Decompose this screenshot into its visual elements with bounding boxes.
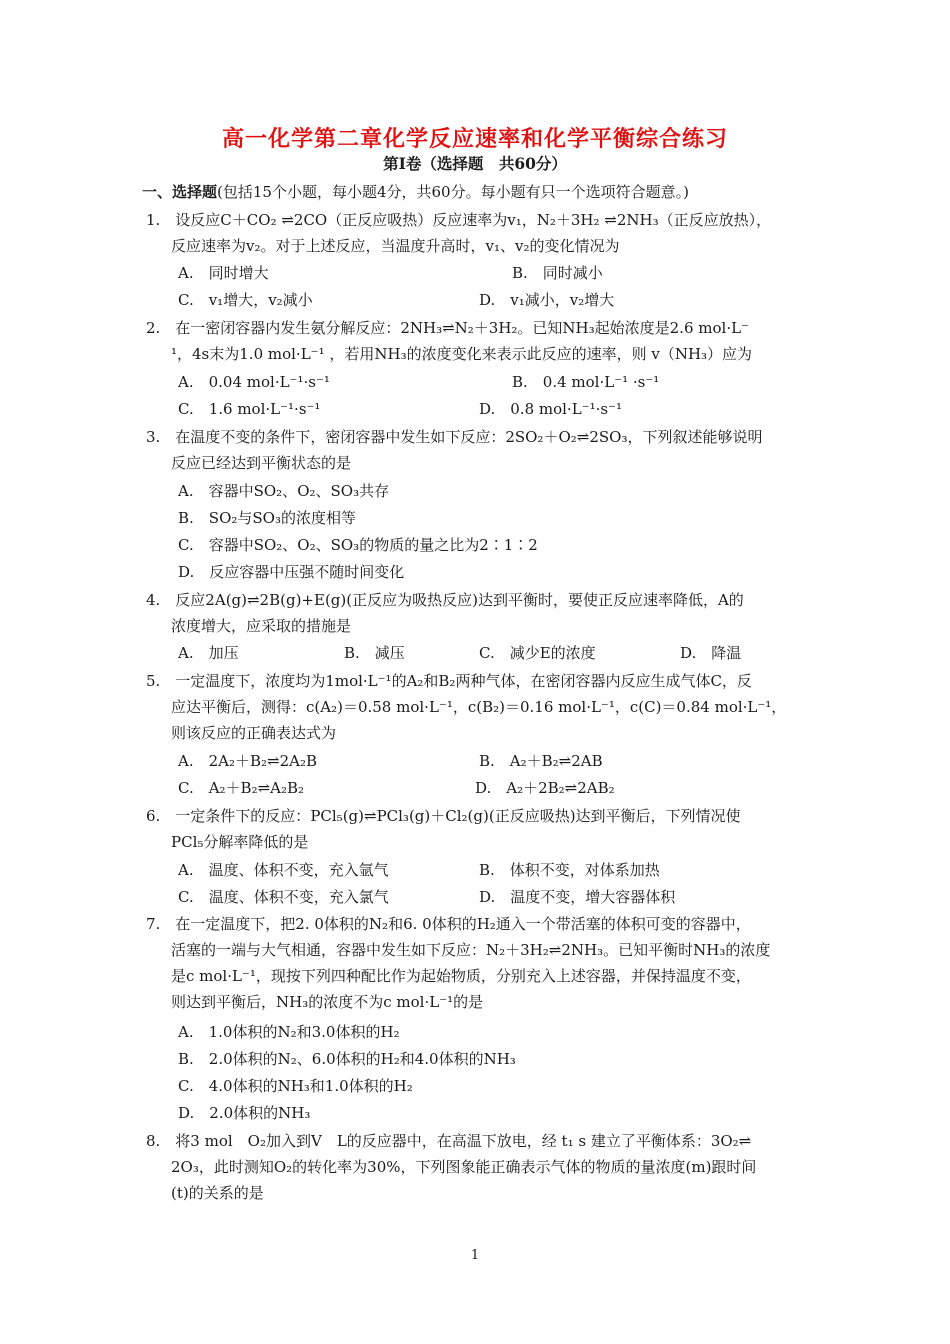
document-subtitle: 第Ⅰ卷（选择题 共60分） [383,154,567,173]
question-1-option-a: A. 同时增大 [178,264,269,282]
question-7-line-4: 则达到平衡后，NH₃的浓度不为c mol·L⁻¹的是 [171,993,484,1011]
question-4-line-2: 浓度增大，应采取的措施是 [171,617,352,635]
question-1-option-b: B. 同时减小 [512,264,603,282]
question-5-line-2: 应达平衡后，测得：c(A₂)＝0.58 mol·L⁻¹，c(B₂)＝0.16 mol·L⁻¹，c(C)＝0.84 mol·L⁻¹， [171,698,787,716]
question-1-line-1: 1. 设反应C＋CO₂ ⇌2CO（正反应吸热）反应速率为v₁，N₂＋3H₂ ⇌2NH₃（正反应放热）， [146,211,772,229]
question-4-option-c: C. 减少E的浓度 [479,644,596,662]
question-3-option-d: D. 反应容器中压强不随时间变化 [178,563,405,581]
question-7-option-b: B. 2.0体积的N₂、6.0体积的H₂和4.0体积的NH₃ [178,1050,516,1068]
question-3-option-b: B. SO₂与SO₃的浓度相等 [178,509,356,527]
question-2-line-1: 2. 在一密闭容器内发生氨分解反应：2NH₃⇌N₂＋3H₂。已知NH₃起始浓度是2.6 mol·L⁻ [146,319,749,337]
question-8-line-3: (t)的关系的是 [171,1184,264,1202]
question-3-option-c: C. 容器中SO₂、O₂、SO₃的物质的量之比为2∶1∶2 [178,536,538,554]
question-4-option-a: A. 加压 [178,644,239,662]
question-4-option-b: B. 减压 [344,644,405,662]
question-1-line-2: 反应速率为v₂。对于上述反应，当温度升高时，v₁、v₂的变化情况为 [171,237,620,255]
question-5-option-a: A. 2A₂＋B₂⇌2A₂B [178,752,318,770]
question-3-option-a: A. 容器中SO₂、O₂、SO₃共存 [178,482,390,500]
question-6-option-d: D. 温度不变，增大容器体积 [479,888,676,906]
question-2-line-2: ¹，4s末为1.0 mol·L⁻¹ ，若用NH₃的浓度变化来表示此反应的速率，则 v（NH₃）应为 [171,345,753,363]
question-8-line-1: 8. 将3 mol O₂加入到V L的反应器中，在高温下放电，经 t₁ s 建立了平衡体系：3O₂⇌ [146,1132,752,1150]
section-note: (包括15个小题，每小题4分，共60分。每小题有只一个选项符合题意。) [217,183,689,201]
question-6-option-c: C. 温度、体积不变，充入氯气 [178,888,389,906]
question-2-option-b: B. 0.4 mol·L⁻¹ ·s⁻¹ [512,373,660,391]
question-6-line-2: PCl₅分解率降低的是 [171,833,309,851]
question-3-line-1: 3. 在温度不变的条件下，密闭容器中发生如下反应：2SO₂＋O₂⇌2SO₃，下列叙述能够说明 [146,428,763,446]
question-8-line-2: 2O₃，此时测知O₂的转化率为30%，下列图象能正确表示气体的物质的量浓度(m)跟时间 [171,1158,757,1176]
question-5-option-b: B. A₂＋B₂⇌2AB [479,752,603,770]
question-7-option-c: C. 4.0体积的NH₃和1.0体积的H₂ [178,1077,413,1095]
question-7-option-d: D. 2.0体积的NH₃ [178,1104,311,1122]
question-3-line-2: 反应已经达到平衡状态的是 [171,454,352,472]
question-5-line-1: 5. 一定温度下，浓度均为1mol·L⁻¹的A₂和B₂两种气体，在密闭容器内反应生成气体C，反 [146,672,752,690]
section-heading: 一、选择题 [142,183,218,201]
question-7-line-3: 是c mol·L⁻¹，现按下列四种配比作为起始物质，分别充入上述容器，并保持温度不变， [171,967,751,985]
question-1-option-c: C. v₁增大，v₂减小 [178,291,313,309]
section-heading-line [142,182,689,202]
question-2-option-c: C. 1.6 mol·L⁻¹·s⁻¹ [178,400,321,418]
question-7-line-1: 7. 在一定温度下，把2. 0体积的N₂和6. 0体积的H₂通入一个带活塞的体积可变的容器中， [146,915,751,933]
question-7-line-2: 活塞的一端与大气相通，容器中发生如下反应：N₂＋3H₂⇌2NH₃。已知平衡时NH₃的浓度 [171,941,771,959]
question-6-option-b: B. 体积不变，对体系加热 [479,861,660,879]
document-title: 高一化学第二章化学反应速率和化学平衡综合练习 [221,126,728,152]
question-5-option-d: D. A₂＋2B₂⇌2AB₂ [475,779,615,797]
question-2-option-a: A. 0.04 mol·L⁻¹·s⁻¹ [178,373,330,391]
question-6-option-a: A. 温度、体积不变，充入氩气 [178,861,389,879]
question-4-line-1: 4. 反应2A(g)⇌2B(g)+E(g)(正反应为吸热反应)达到平衡时，要使正反应速率降低，A的 [146,591,744,609]
page-number: 1 [470,1248,480,1263]
question-6-line-1: 6. 一定条件下的反应：PCl₅(g)⇌PCl₃(g)＋Cl₂(g)(正反应吸热)达到平衡后，下列情况使 [146,807,741,825]
question-1-option-d: D. v₁减小，v₂增大 [479,291,615,309]
question-5-option-c: C. A₂＋B₂⇌A₂B₂ [178,779,305,797]
question-4-option-d: D. 降温 [680,644,742,662]
question-7-option-a: A. 1.0体积的N₂和3.0体积的H₂ [178,1023,400,1041]
question-5-line-3: 则该反应的正确表达式为 [171,724,337,742]
question-2-option-d: D. 0.8 mol·L⁻¹·s⁻¹ [479,400,622,418]
